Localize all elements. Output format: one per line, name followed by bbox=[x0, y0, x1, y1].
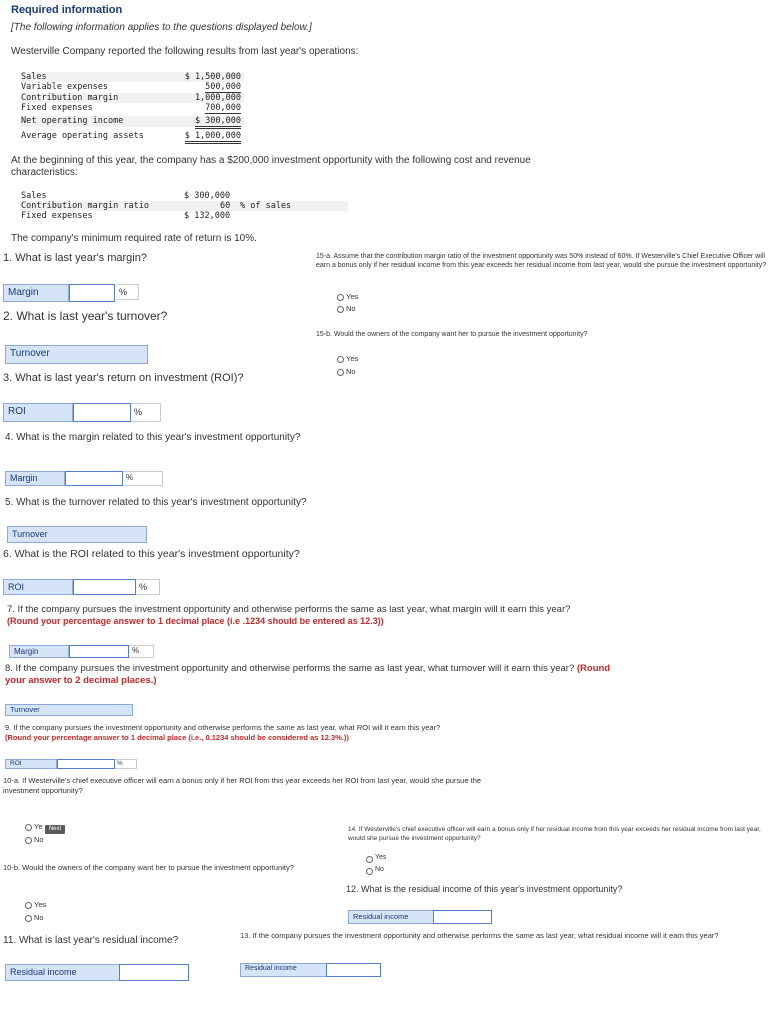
roi-input[interactable] bbox=[73, 403, 131, 422]
radio-no[interactable] bbox=[366, 868, 373, 875]
residual-income-input[interactable] bbox=[326, 963, 381, 977]
radio-yes-label: Yes bbox=[34, 900, 47, 909]
roi-input[interactable] bbox=[57, 759, 115, 769]
question-1: 1. What is last year's margin? bbox=[3, 252, 147, 264]
table-row: Fixed expenses $ 132,000 bbox=[20, 211, 348, 222]
radio-yes[interactable] bbox=[25, 824, 32, 831]
table-row: Net operating income $ 300,000 bbox=[20, 116, 244, 127]
residual-income-input[interactable] bbox=[433, 910, 492, 924]
question-13: 13. If the company pursues the investment opportunity and otherwise performs the same as last year, what residual income will it earn this year? bbox=[240, 931, 719, 940]
table-row: Fixed expenses 700,000 bbox=[20, 103, 244, 114]
roi-label: ROI bbox=[3, 579, 73, 595]
radio-no[interactable] bbox=[337, 369, 344, 376]
question-14: 14. If Westerville's chief executive officer will earn a bonus only if her residual income from this year exceeds her residual income from last year, would she pursue the investment opportunity? bbox=[348, 826, 761, 842]
question-2: 2. What is last year's turnover? bbox=[3, 309, 168, 323]
question-9: 9. If the company pursues the investment opportunity and otherwise performs the same as last year, what ROI will it earn this year? bbox=[5, 723, 441, 732]
table-row: Contribution margin 1,000,000 bbox=[20, 93, 244, 104]
min-rate-text: The company's minimum required rate of return is 10%. bbox=[11, 233, 257, 244]
radio-no-label: No bbox=[34, 835, 44, 844]
turnover-label: Turnover bbox=[7, 526, 147, 543]
turnover-input[interactable] bbox=[55, 345, 148, 364]
radio-yes[interactable] bbox=[337, 294, 344, 301]
next-button[interactable]: Next bbox=[45, 825, 65, 834]
turnover-input[interactable] bbox=[60, 526, 147, 543]
table-row: Variable expenses 500,000 bbox=[20, 82, 244, 93]
question-15a: 15-a. Assume that the contribution margin ratio of the investment opportunity was 50% instead of 60%. If Westerville's Chief Executive Officer will earn a bonus only if her residual income from this year exceeds her residual income from last year, would she pursue the investment opportunity? bbox=[316, 253, 767, 269]
question-5: 5. What is the turnover related to this year's investment opportunity? bbox=[5, 497, 307, 508]
radio-no[interactable] bbox=[337, 306, 344, 313]
question-15b: 15-b. Would the owners of the company want her to pursue the investment opportunity? bbox=[316, 331, 588, 338]
percent-sign: % bbox=[117, 284, 139, 300]
margin-label: Margin bbox=[3, 284, 69, 302]
percent-sign: % bbox=[123, 471, 163, 486]
percent-sign: % bbox=[129, 645, 154, 658]
residual-income-label: Residual income bbox=[240, 963, 381, 977]
table-row: Average operating assets $ 1,000,000 bbox=[20, 131, 244, 142]
question-8-note: (Round your answer to 2 decimal places.) bbox=[5, 663, 611, 686]
roi-label: ROI bbox=[5, 759, 57, 769]
margin-label: Margin bbox=[9, 645, 69, 658]
residual-income-label: Residual income bbox=[5, 964, 189, 981]
question-9-note: (Round your percentage answer to 1 decimal place (i.e., 0.1234 should be considered as 12.3%.)) bbox=[5, 733, 349, 742]
residual-income-input[interactable] bbox=[119, 964, 189, 981]
question-7: 7. If the company pursues the investment opportunity and otherwise performs the same as last year, what margin will it earn this year? bbox=[7, 604, 571, 615]
question-6: 6. What is the ROI related to this year's investment opportunity? bbox=[3, 548, 300, 560]
turnover-label: Turnover bbox=[5, 345, 148, 364]
radio-yes-label: Yes bbox=[375, 854, 387, 861]
question-12: 12. What is the residual income of this year's investment opportunity? bbox=[346, 884, 623, 894]
page-title: Required information bbox=[11, 4, 123, 16]
radio-yes-label: Yes bbox=[346, 354, 359, 363]
question-10a: 10-a. If Westerville's chief executive officer will earn a bonus only if her ROI from this year exceeds her ROI from last year, would she pursue the investment opportunity? bbox=[3, 776, 482, 795]
radio-no-label: No bbox=[375, 866, 384, 873]
intro-note: [The following information applies to the questions displayed below.] bbox=[11, 22, 312, 33]
margin-input[interactable] bbox=[65, 471, 123, 486]
radio-yes-label: Yes bbox=[346, 292, 359, 301]
percent-sign: % bbox=[131, 403, 161, 422]
table-row: Sales $ 300,000 bbox=[20, 191, 348, 202]
question-3: 3. What is last year's return on investment (ROI)? bbox=[3, 372, 244, 384]
question-8: 8. If the company pursues the investment opportunity and otherwise performs the same as last year, what turnover will it earn this year? (Round your answer to 2 decimal places.) bbox=[5, 663, 611, 686]
radio-no[interactable] bbox=[25, 837, 32, 844]
residual-income-label: Residual income bbox=[348, 910, 492, 924]
turnover-input[interactable] bbox=[50, 704, 133, 716]
opportunity-text: At the beginning of this year, the company has a $200,000 investment opportunity with the following cost and revenue characteristics: bbox=[11, 155, 531, 178]
margin-input[interactable] bbox=[69, 284, 115, 302]
radio-no-label: No bbox=[346, 304, 356, 313]
roi-input[interactable] bbox=[73, 579, 136, 595]
lead-text: Westerville Company reported the following results from last year's operations: bbox=[11, 46, 359, 57]
percent-sign: % bbox=[136, 579, 160, 595]
radio-yes-label: Ye bbox=[34, 822, 43, 831]
radio-yes[interactable] bbox=[25, 902, 32, 909]
radio-yes[interactable] bbox=[337, 356, 344, 363]
radio-no[interactable] bbox=[25, 915, 32, 922]
question-7-note: (Round your percentage answer to 1 decimal place (i.e .1234 should be entered as 12.3)) bbox=[7, 616, 384, 626]
table-row: Contribution margin ratio 60 % of sales bbox=[20, 201, 348, 212]
turnover-label: Turnover bbox=[5, 704, 133, 716]
question-10b: 10-b. Would the owners of the company want her to pursue the investment opportunity? bbox=[3, 863, 294, 872]
percent-sign: % bbox=[115, 759, 137, 769]
roi-label: ROI bbox=[3, 403, 73, 422]
radio-yes[interactable] bbox=[366, 856, 373, 863]
question-11: 11. What is last year's residual income? bbox=[3, 935, 179, 946]
radio-no-label: No bbox=[346, 367, 356, 376]
table-row: Sales $ 1,500,000 bbox=[20, 72, 244, 83]
margin-input[interactable] bbox=[69, 645, 129, 658]
question-4: 4. What is the margin related to this year's investment opportunity? bbox=[5, 432, 301, 443]
margin-label: Margin bbox=[5, 471, 65, 486]
radio-no-label: No bbox=[34, 913, 44, 922]
